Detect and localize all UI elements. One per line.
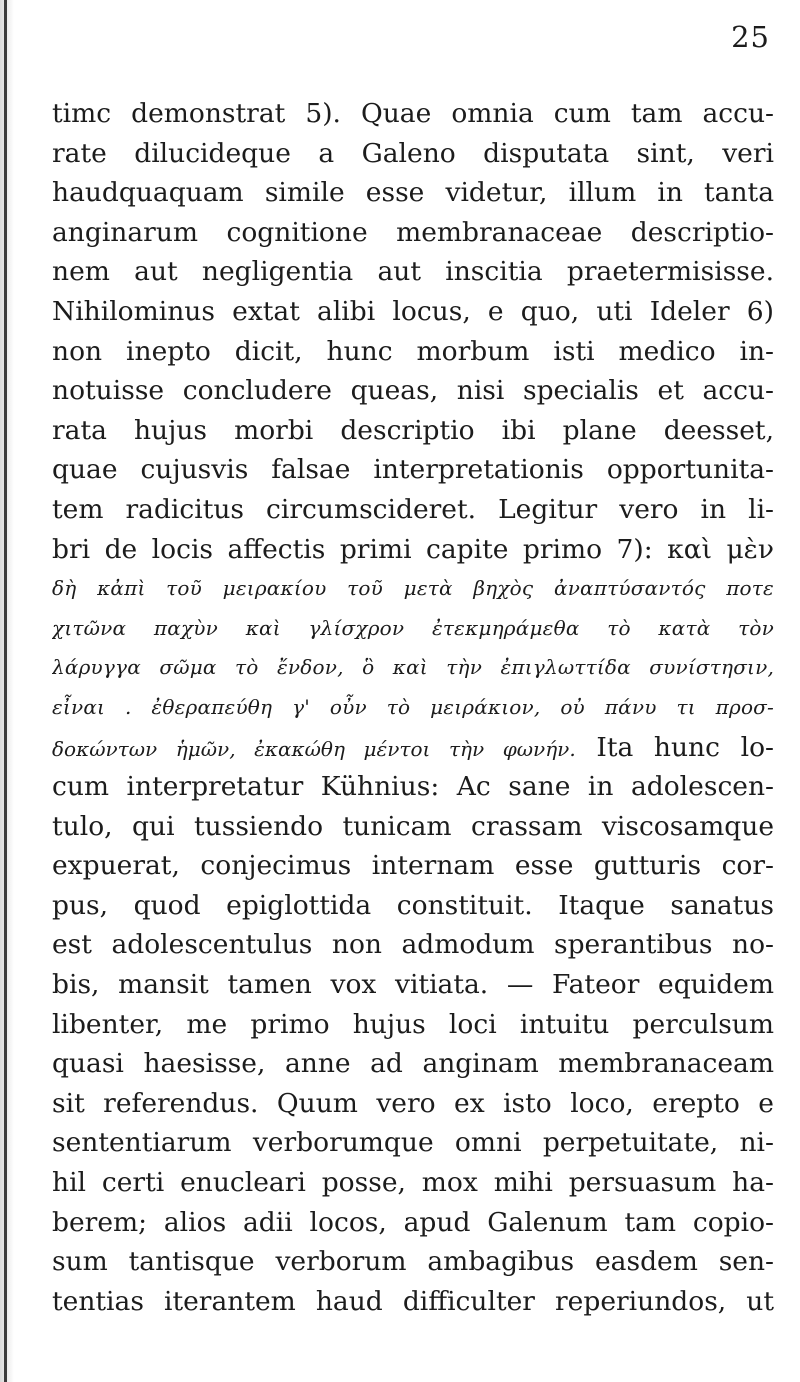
text-line: sum tantisque verborum ambagibus easdem sen- [52, 1246, 774, 1278]
greek-quote-end: δοκώντων ἡμῶν, ἐκακώθη μέντοι τὴν φωνήν. [52, 736, 576, 761]
text-line: nem aut negligentia aut inscitia praetermisisse. [52, 256, 774, 288]
greek-quote-line: δὴ κἀπὶ τοῦ μειρακίου τοῦ μετὰ βηχὸς ἀναπτύσαντός ποτε [52, 576, 774, 601]
greek-quote-line: εἶναι . ἐθεραπεύθη γ' οὖν τὸ μειράκιον, οὐ πάνυ τι προσ- [52, 694, 774, 719]
text-line: libenter, me primo hujus loci intuitu perculsum [52, 1008, 774, 1040]
text-line: Nihilominus extat alibi locus, e quo, uti Ideler 6) [52, 295, 774, 327]
text-line: timc demonstrat 5). Quae omnia cum tam accu- [52, 98, 774, 129]
text-line: tulo, qui tussiendo tunicam crassam viscosamque [52, 810, 774, 842]
text-line: non inepto dicit, hunc morbum isti medico in- [52, 335, 774, 367]
text-line: bis, mansit tamen vox vitiata. — Fateor equidem [52, 969, 774, 1001]
text-line: sit referendus. Quum vero ex isto loco, erepto e [52, 1087, 774, 1119]
text-line: sententiarum verborumque omni perpetuitate, ni- [52, 1127, 774, 1159]
text-line: expuerat, conjecimus internam esse gutturis cor- [52, 850, 774, 882]
text-line: hil certi enucleari posse, mox mihi persuasum ha- [52, 1167, 774, 1199]
text-line: bri de locis affectis primi capite primo 7): καὶ μὲν [52, 533, 774, 565]
text-line: quae cujusvis falsae interpretationis opportunita- [52, 454, 774, 486]
text-line: est adolescentulus non admodum sperantibus no- [52, 929, 774, 961]
text-line: notuisse concludere queas, nisi specialis et accu- [52, 375, 774, 407]
latin-text: Ita hunc lo- [596, 731, 774, 763]
greek-quote-line: χιτῶνα παχὺν καὶ γλίσχρον ἐτεκμηράμεθα τὸ κατὰ τὸν [52, 615, 774, 640]
page-gutter-shadow [0, 0, 14, 1382]
page-number: 25 [731, 20, 770, 54]
text-line: quasi haesisse, anne ad anginam membranaceam [52, 1048, 774, 1080]
text-line: haudquaquam simile esse videtur, illum in tanta [52, 177, 774, 209]
text-line: cum interpretatur Kühnius: Ac sane in adolescen- [52, 771, 774, 803]
text-line: rate dilucideque a Galeno disputata sint, veri [52, 137, 774, 169]
body-text [52, 94, 774, 1321]
mixed-line [52, 728, 774, 768]
text-line: tentias iterantem haud difficulter reperiundos, ut [52, 1285, 774, 1317]
text-line: anginarum cognitione membranaceae descriptio- [52, 216, 774, 248]
page-gutter-edge [4, 0, 7, 1382]
text-line: berem; alios adii locos, apud Galenum tam copio- [52, 1206, 774, 1238]
text-line: tem radicitus circumscideret. Legitur vero in li- [52, 493, 774, 525]
greek-quote-line: λάρυγγα σῶμα τὸ ἔνδον, ὃ καὶ τὴν ἐπιγλωττίδα συνίστησιν, [52, 655, 774, 680]
text-line: pus, quod epiglottida constituit. Itaque sanatus [52, 889, 774, 921]
text-line: rata hujus morbi descriptio ibi plane deesset, [52, 414, 774, 446]
